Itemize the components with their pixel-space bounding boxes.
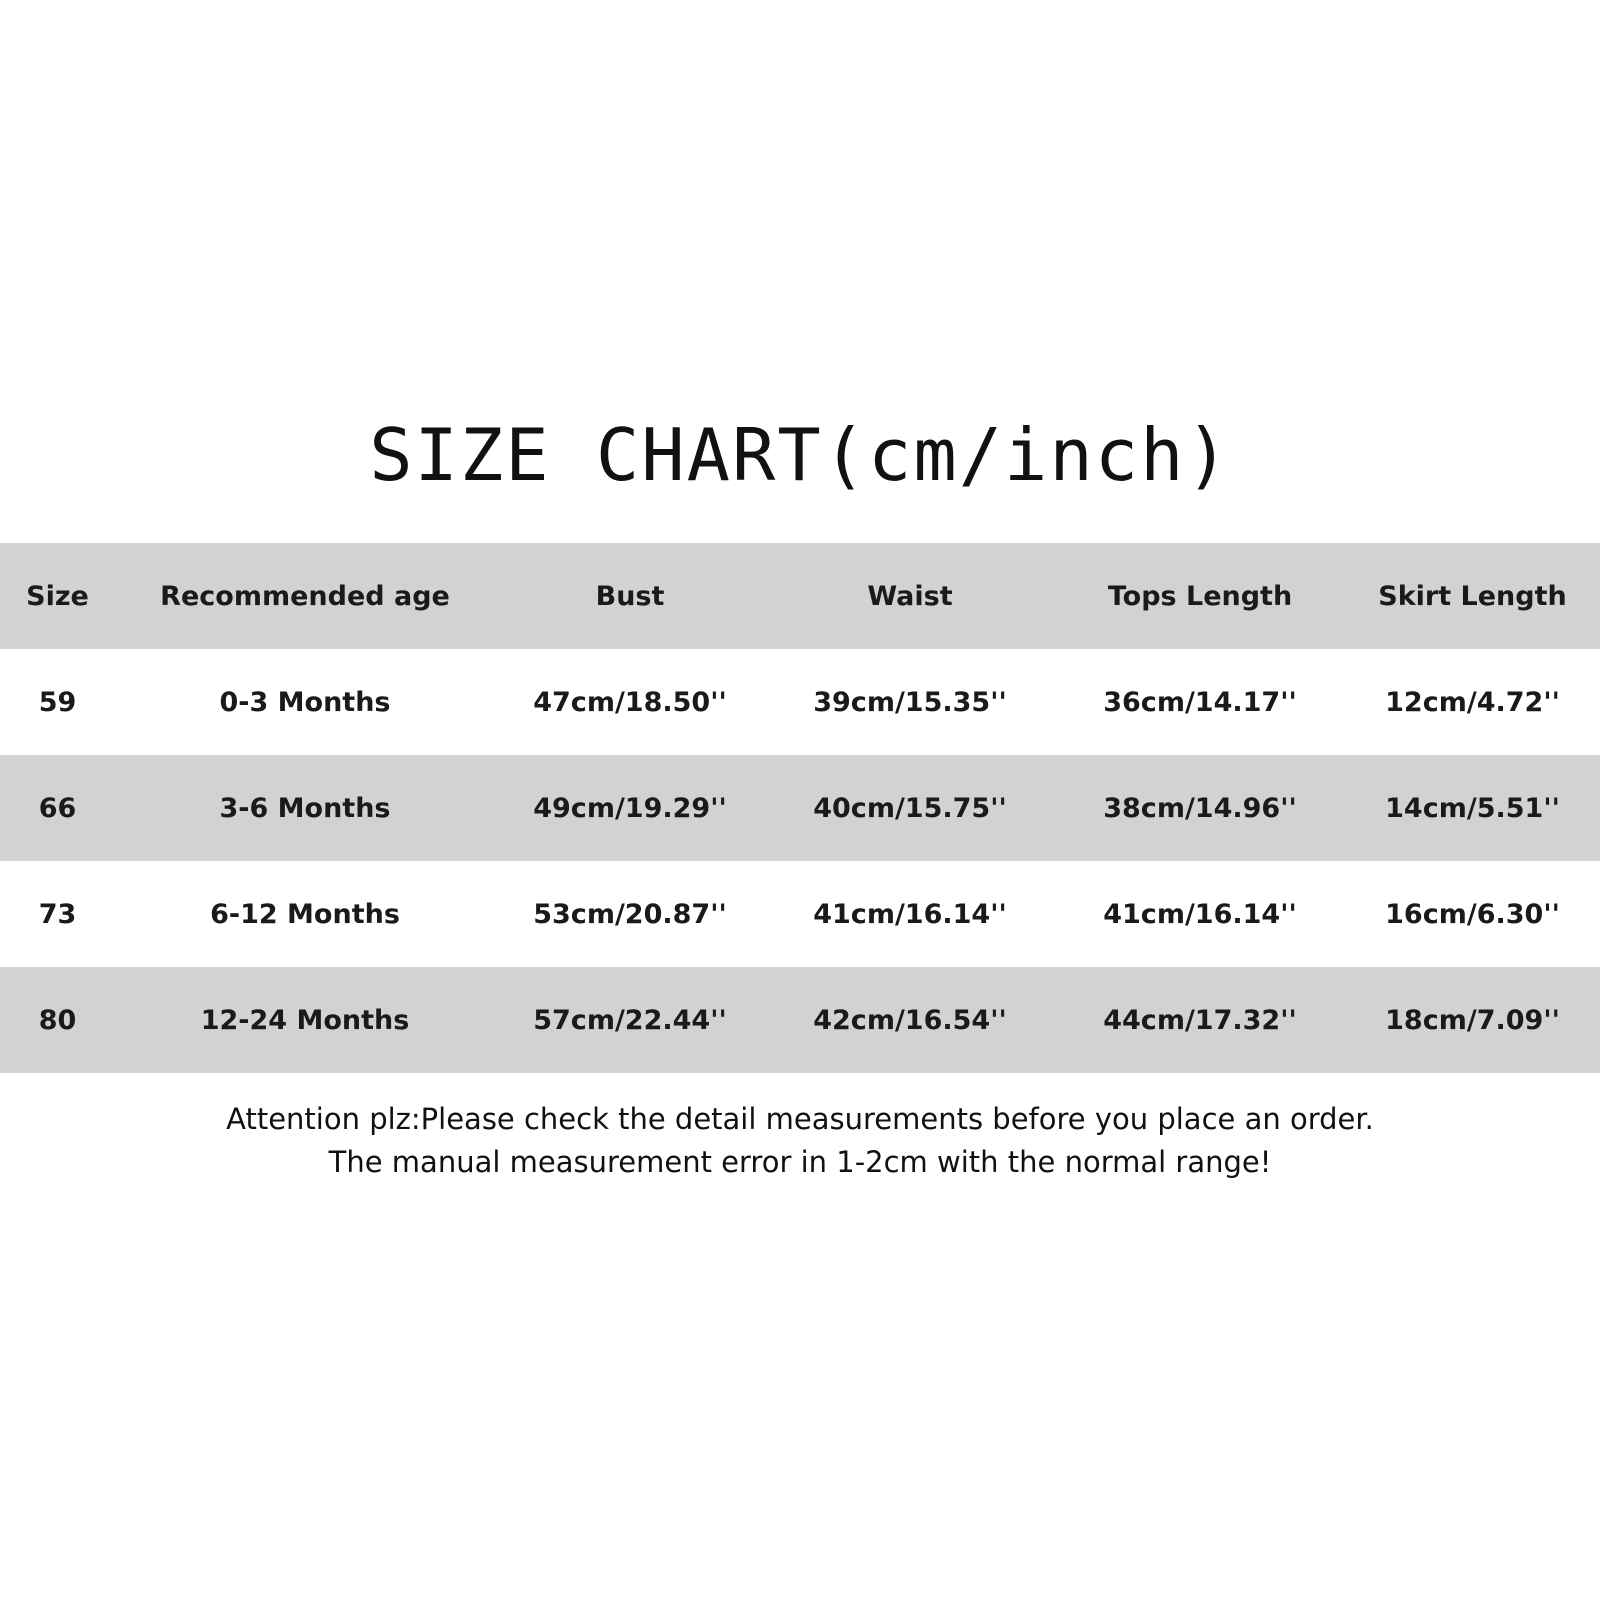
cell-tops-length: 36cm/14.17'' (1103, 686, 1297, 718)
header-tops-length: Tops Length (1107, 580, 1293, 612)
cell-recommended-age: 0-3 Months (219, 686, 391, 718)
table-header-row (0, 543, 1600, 649)
cell-bust: 53cm/20.87'' (533, 898, 727, 930)
cell-bust: 47cm/18.50'' (533, 686, 727, 718)
cell-recommended-age: 12-24 Months (200, 1004, 410, 1036)
header-bust: Bust (595, 580, 665, 612)
cell-waist: 39cm/15.35'' (813, 686, 1007, 718)
header-size: Size (26, 580, 89, 612)
cell-bust: 57cm/22.44'' (533, 1004, 727, 1036)
cell-waist: 40cm/15.75'' (813, 792, 1007, 824)
cell-size: 80 (38, 1004, 77, 1036)
cell-size: 66 (38, 792, 77, 824)
table-row (0, 861, 1600, 967)
cell-skirt-length: 14cm/5.51'' (1385, 792, 1560, 824)
size-table (0, 543, 1600, 1073)
header-waist: Waist (867, 580, 953, 612)
header-skirt-length: Skirt Length (1378, 580, 1567, 612)
page-title: SIZE CHART(cm/inch) (369, 413, 1231, 497)
header-recommended-age: Recommended age (160, 580, 450, 612)
cell-bust: 49cm/19.29'' (533, 792, 727, 824)
cell-skirt-length: 16cm/6.30'' (1385, 898, 1560, 930)
cell-tops-length: 38cm/14.96'' (1103, 792, 1297, 824)
cell-size: 59 (38, 686, 77, 718)
cell-recommended-age: 3-6 Months (219, 792, 391, 824)
cell-tops-length: 41cm/16.14'' (1103, 898, 1297, 930)
table-row (0, 967, 1600, 1073)
measurement-note (0, 1098, 1600, 1184)
cell-waist: 41cm/16.14'' (813, 898, 1007, 930)
cell-skirt-length: 18cm/7.09'' (1385, 1004, 1560, 1036)
note-line-error-range: The manual measurement error in 1-2cm with the normal range! (328, 1145, 1272, 1179)
cell-skirt-length: 12cm/4.72'' (1385, 686, 1560, 718)
cell-tops-length: 44cm/17.32'' (1103, 1004, 1297, 1036)
cell-waist: 42cm/16.54'' (813, 1004, 1007, 1036)
cell-size: 73 (38, 898, 77, 930)
table-row (0, 649, 1600, 755)
note-line-attention: Attention plz:Please check the detail measurements before you place an order. (226, 1102, 1374, 1136)
cell-recommended-age: 6-12 Months (210, 898, 400, 930)
table-row (0, 755, 1600, 861)
